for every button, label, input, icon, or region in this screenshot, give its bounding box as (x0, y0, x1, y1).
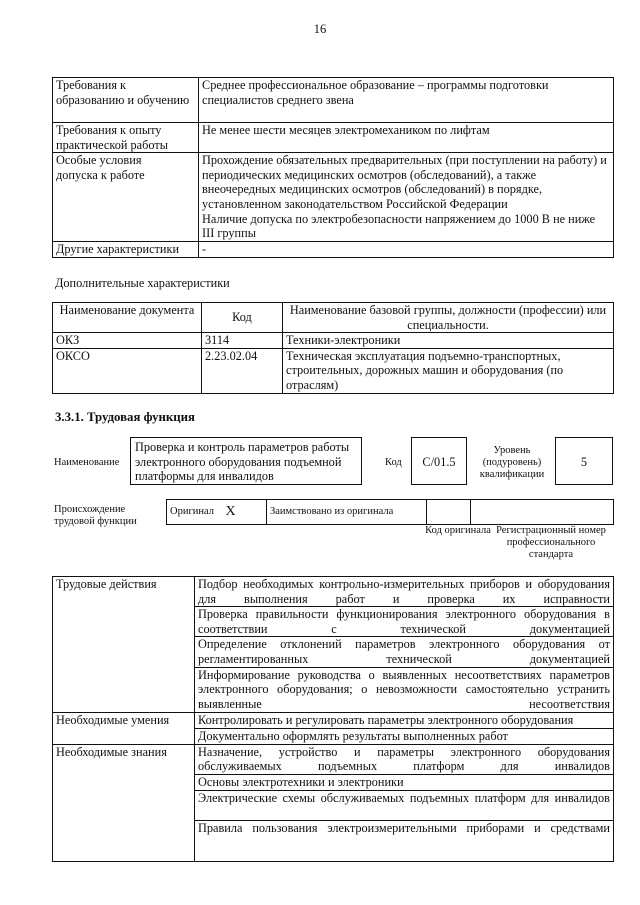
requirement-medical-text: Прохождение обязательных предварительных (при поступлении на работу) и периодических медицинских осмотров (обследований), а также внеочередных медицинских осмотров (обследований) в порядке, установленном законодательством Российской Федерации (202, 153, 607, 211)
actions-label: Трудовые действия (53, 577, 195, 713)
origin-label: Происхождение трудовой функции (54, 504, 137, 527)
table-row (53, 712, 614, 728)
table-header-row (53, 303, 614, 333)
column-header: Наименование документа (53, 303, 202, 333)
table-row (53, 78, 614, 123)
borrowed-label: Заимствовано из оригинала (267, 500, 427, 525)
skill-item: Контролировать и регулировать параметры электронного оборудования (195, 712, 614, 728)
doc-cell: ОКСО (53, 348, 202, 393)
name-cell: Техническая эксплуатация подъемно-транспортных, строительных, дорожных машин и оборудования (по отраслям) (283, 348, 614, 393)
column-header: Наименование базовой группы, должности (профессии) или специальности. (283, 303, 614, 333)
code-label: Код (385, 457, 402, 468)
function-code: C/01.5 (411, 437, 467, 485)
registration-cell (471, 500, 614, 525)
action-item: Определение отклонений параметров электронного оборудования от регламентированных технической документацией (195, 637, 614, 667)
labor-table (52, 576, 614, 862)
requirement-value: - (199, 242, 614, 258)
original-mark: X (223, 500, 267, 525)
action-item: Проверка правильности функционирования электронного оборудования в соответствии с технической документацией (195, 607, 614, 637)
doc-cell: ОКЗ (53, 333, 202, 349)
knowledge-item: Электрические схемы обслуживаемых подъемных платформ для инвалидов (195, 790, 614, 820)
table-row (53, 333, 614, 349)
name-label: Наименование (54, 457, 120, 468)
knowledge-item: Основы электротехники и электроники (195, 774, 614, 790)
requirement-electrical-text: Наличие допуска по электробезопасности напряжением до 1000 В не ниже III группы (202, 211, 596, 241)
requirements-table (52, 77, 614, 258)
action-item: Подбор необходимых контрольно-измерительных приборов и оборудования для выполнения работ и проверка их исправности (195, 577, 614, 607)
function-name: Проверка и контроль параметров работы электронного оборудования подъемной платформы для инвалидов (130, 437, 362, 485)
code-cell: 2.23.02.04 (202, 348, 283, 393)
qualification-level: 5 (555, 437, 613, 485)
original-label: Оригинал (167, 500, 223, 525)
knowledge-item: Правила пользования электроизмерительными приборами и средствами (195, 820, 614, 861)
table-row (53, 577, 614, 607)
borrowed-code-cell (427, 500, 471, 525)
table-row (167, 500, 614, 525)
page-number: 16 (313, 22, 327, 36)
table-row (53, 123, 614, 153)
table-row (53, 242, 614, 258)
name-cell: Техники-электроники (283, 333, 614, 349)
additional-title: Дополнительные характеристики (55, 276, 230, 290)
level-label: Уровень (подуровень) квалификации (479, 445, 545, 480)
knowledge-label: Необходимые знания (53, 744, 195, 861)
requirement-label: Требования к опыту практической работы (53, 123, 199, 153)
requirement-label: Особые условия допуска к работе (53, 153, 199, 242)
additional-table (52, 302, 614, 394)
code-cell: 3114 (202, 333, 283, 349)
skill-item: Документально оформлять результаты выполненных работ (195, 728, 614, 744)
requirement-value: Не менее шести месяцев электромехаником по лифтам (199, 123, 614, 153)
column-header: Код (202, 303, 283, 333)
requirement-label: Другие характеристики (53, 242, 199, 258)
skills-label: Необходимые умения (53, 712, 195, 744)
function-heading: 3.3.1. Трудовая функция (55, 410, 195, 424)
registration-number-label: Регистрационный номер профессионального стандарта (496, 525, 606, 560)
origin-table (166, 499, 614, 525)
code-original-label: Код оригинала (425, 525, 491, 536)
requirement-label: Требования к образованию и обучению (53, 78, 199, 123)
table-row (53, 153, 614, 242)
requirement-value: Среднее профессиональное образование – программы подготовки специалистов среднего звена (199, 78, 614, 123)
knowledge-item: Назначение, устройство и параметры электронного оборудования обслуживаемых подъемных платформ для инвалидов (195, 744, 614, 774)
table-row (53, 744, 614, 774)
requirement-value (199, 153, 614, 242)
action-item: Информирование руководства о выявленных несоответствиях параметров электронного оборудования; о невозможности самостоятельно устранить выявленные несоответствия (195, 667, 614, 712)
table-row (53, 348, 614, 393)
